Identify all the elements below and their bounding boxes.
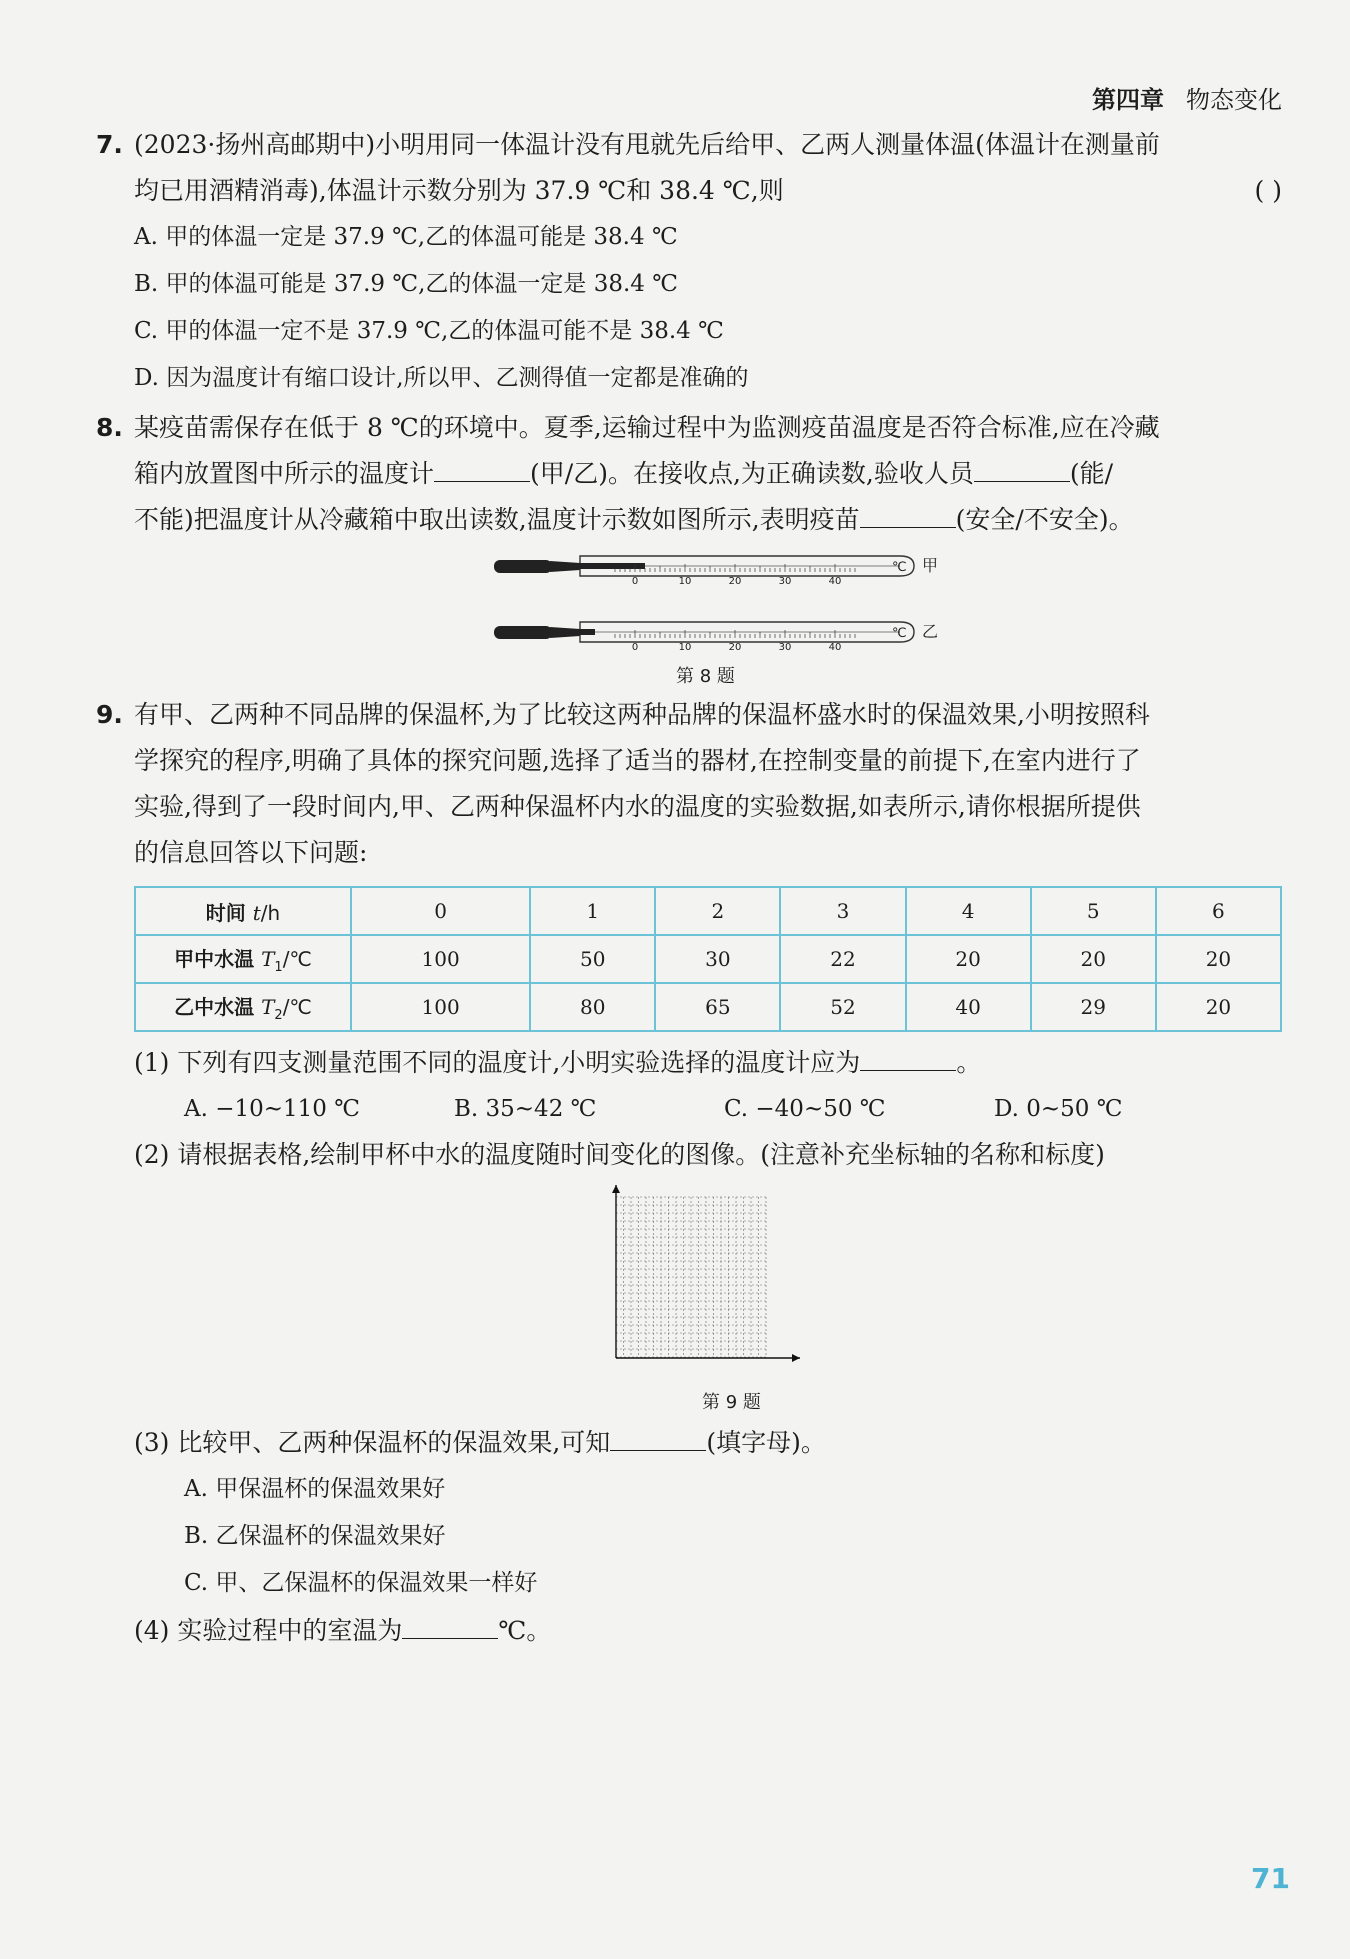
blank-graph-grid (600, 1185, 860, 1385)
table-cell: 1 (530, 887, 655, 935)
answer-blank[interactable] (402, 1612, 498, 1639)
question-number: 9. (96, 700, 123, 729)
row-header: 甲中水温 $T_1/℃$ (135, 935, 351, 983)
question-stem: 某疫苗需保存在低于 8 ℃的环境中。夏季,运输过程中为监测疫苗温度是否符合标准,应在冷藏 (134, 413, 1160, 442)
unit-label: ℃ (892, 560, 907, 575)
question-8 (96, 405, 1282, 543)
table-cell: 100 (351, 935, 530, 983)
data-table (134, 886, 1282, 1032)
y-axis-arrow (612, 1185, 620, 1193)
stem-text: (填字母)。 (706, 1428, 826, 1457)
row-header: 时间 t/h (135, 887, 351, 935)
table-cell: 2 (655, 887, 780, 935)
stem-text: ℃。 (498, 1616, 552, 1645)
sub-question-3 (134, 1420, 1284, 1466)
chapter-number: 第四章 (1092, 86, 1164, 114)
table-cell: 20 (1156, 935, 1281, 983)
option-b: B. 35~42 ℃ (454, 1096, 597, 1122)
thermometer-bulb (494, 560, 552, 573)
question-number: 7. (96, 130, 123, 159)
table-cell: 5 (1031, 887, 1156, 935)
x-axis-arrow (792, 1354, 800, 1362)
question-stem-cont: 学探究的程序,明确了具体的探究问题,选择了适当的器材,在控制变量的前提下,在室内进行了 (134, 746, 1141, 775)
tick-label: 20 (728, 576, 742, 587)
sub-question-2: (2) 请根据表格,绘制甲杯中水的温度随时间变化的图像。(注意补充坐标轴的名称和标度) (134, 1140, 1105, 1169)
thermometer-bulb (494, 626, 552, 639)
stem-text: (甲/乙)。在接收点,为正确读数,验收人员 (530, 459, 974, 488)
chapter-title: 物态变化 (1186, 86, 1282, 114)
option-b: B. 甲的体温可能是 37.9 ℃,乙的体温一定是 38.4 ℃ (134, 271, 678, 297)
question-stem-cont: 实验,得到了一段时间内,甲、乙两种保温杯内水的温度的实验数据,如表所示,请你根据所提供 (134, 792, 1141, 821)
unit-label: ℃ (892, 626, 907, 641)
answer-blank[interactable] (434, 455, 530, 482)
tick-label: 40 (828, 576, 842, 587)
option-a: A. −10~110 ℃ (184, 1096, 360, 1122)
question-stem: (2023·扬州高邮期中)小明用同一体温计没有甩就先后给甲、乙两人测量体温(体温计在测量前 (134, 130, 1160, 159)
question-stem-cont: 的信息回答以下问题: (134, 838, 368, 867)
stem-text: 不能)把温度计从冷藏箱中取出读数,温度计示数如图所示,表明疫苗 (134, 505, 860, 534)
tick-label: 10 (678, 576, 692, 587)
option-a: A. 甲保温杯的保温效果好 (184, 1476, 446, 1502)
answer-blank[interactable] (860, 1044, 956, 1071)
option-c: C. 甲、乙保温杯的保温效果一样好 (184, 1570, 538, 1596)
table-cell: 100 (351, 983, 530, 1031)
table-cell: 20 (1031, 935, 1156, 983)
figure-8-caption: 第 8 题 (676, 666, 735, 687)
option-c: C. −40~50 ℃ (724, 1096, 886, 1122)
option-c: C. 甲的体温一定不是 37.9 ℃,乙的体温可能不是 38.4 ℃ (134, 318, 724, 344)
question-9 (96, 692, 1282, 876)
table-cell: 52 (780, 983, 905, 1031)
table-cell: 20 (1156, 983, 1281, 1031)
table-cell: 30 (655, 935, 780, 983)
thermometer-liquid (578, 629, 595, 635)
thermometer-yi (490, 618, 939, 658)
thermometer-name-label: 甲 (922, 556, 939, 575)
sub-question-1 (134, 1040, 1284, 1086)
thermometer-neck (550, 627, 580, 638)
chapter-header (1092, 80, 1282, 115)
question-stem: 有甲、乙两种不同品牌的保温杯,为了比较这两种品牌的保温杯盛水时的保温效果,小明按照科 (134, 700, 1150, 729)
option-d: D. 0~50 ℃ (994, 1096, 1123, 1122)
answer-blank[interactable] (860, 501, 956, 528)
option-b: B. 乙保温杯的保温效果好 (184, 1523, 446, 1549)
option-d: D. 因为温度计有缩口设计,所以甲、乙测得值一定都是准确的 (134, 365, 749, 391)
stem-text: 。 (956, 1048, 982, 1077)
sub-question-text: (4) 实验过程中的室温为 (134, 1616, 403, 1645)
tick-label: 30 (778, 642, 792, 653)
stem-text: 箱内放置图中所示的温度计 (134, 459, 435, 488)
sub-question-text: (1) 下列有四支测量范围不同的温度计,小明实验选择的温度计应为 (134, 1048, 861, 1077)
question-stem-cont: 均已用酒精消毒),体温计示数分别为 37.9 ℃和 38.4 ℃,则 (134, 176, 784, 205)
question-number: 8. (96, 413, 123, 442)
table-cell: 20 (906, 935, 1031, 983)
table-row-yi (135, 983, 1281, 1031)
table-cell: 29 (1031, 983, 1156, 1031)
grid-lines (616, 1197, 766, 1357)
table-cell: 40 (906, 983, 1031, 1031)
thermometer-neck (550, 561, 580, 572)
sub-question-4 (134, 1608, 1284, 1654)
tick-label: 0 (631, 576, 639, 587)
table-cell: 65 (655, 983, 780, 1031)
table-cell: 22 (780, 935, 905, 983)
sub-question-text: (3) 比较甲、乙两种保温杯的保温效果,可知 (134, 1428, 611, 1457)
answer-blank[interactable] (610, 1424, 706, 1451)
tick-label: 0 (631, 642, 639, 653)
row-header: 乙中水温 $T_2/℃$ (135, 983, 351, 1031)
table-cell: 0 (351, 887, 530, 935)
thermometer-name-label: 乙 (922, 622, 939, 641)
option-a: A. 甲的体温一定是 37.9 ℃,乙的体温可能是 38.4 ℃ (134, 224, 678, 250)
stem-text: (安全/不安全)。 (955, 505, 1134, 534)
page-number: 71 (1251, 1862, 1290, 1895)
figure-9-caption: 第 9 题 (702, 1392, 761, 1413)
table-cell: 50 (530, 935, 655, 983)
question-7 (96, 122, 1282, 214)
table-cell: 80 (530, 983, 655, 1031)
tick-label: 40 (828, 642, 842, 653)
table-row-time (135, 887, 1281, 935)
tick-label: 10 (678, 642, 692, 653)
answer-parentheses: ( ) (1254, 176, 1282, 205)
table-cell: 6 (1156, 887, 1281, 935)
tick-label: 20 (728, 642, 742, 653)
stem-text: (能/ (1069, 459, 1114, 488)
tick-label: 30 (778, 576, 792, 587)
table-row-jia (135, 935, 1281, 983)
table-cell: 3 (780, 887, 905, 935)
table-cell: 4 (906, 887, 1031, 935)
answer-blank[interactable] (974, 455, 1070, 482)
thermometer-jia (490, 552, 939, 592)
